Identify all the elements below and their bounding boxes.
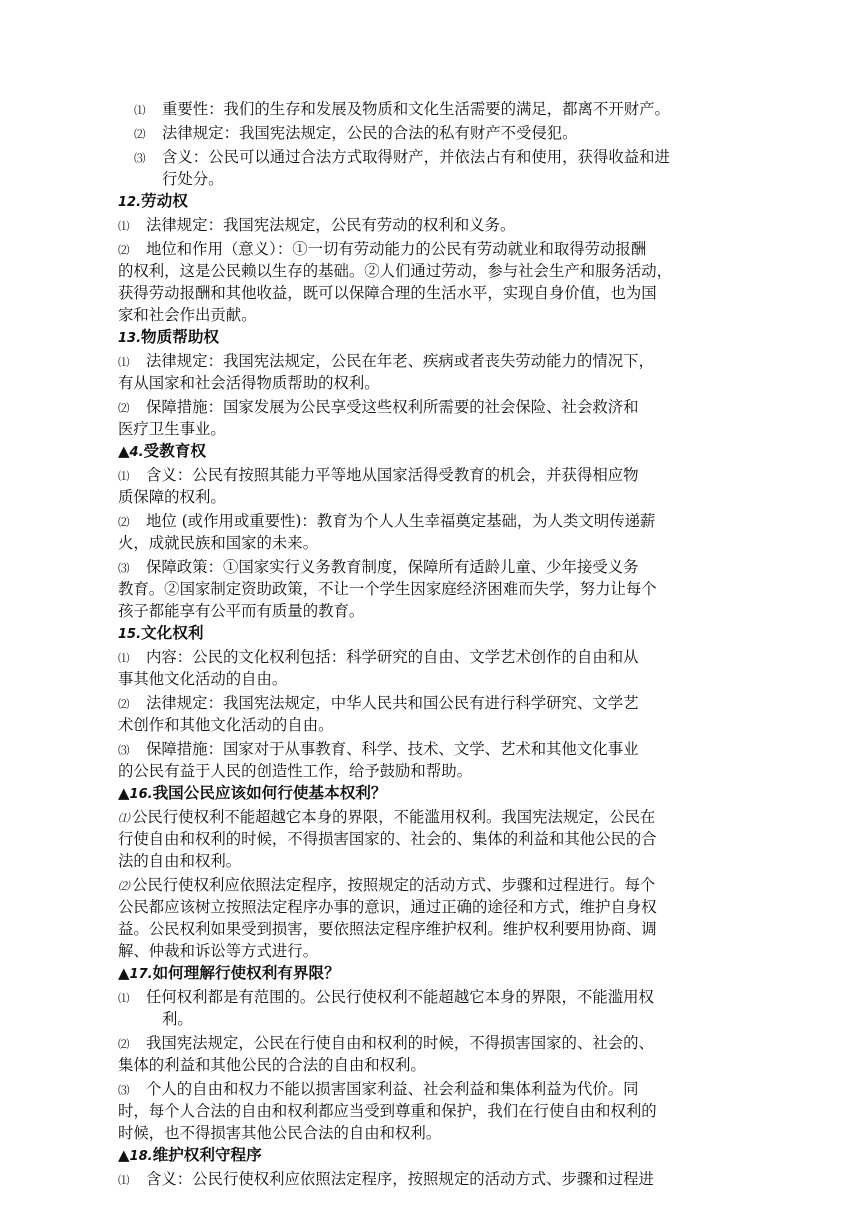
item-number: ⑴ — [118, 355, 130, 369]
item-number: ⑴ — [118, 1173, 130, 1187]
text-line: 家和社会作出贡献。 — [118, 306, 257, 324]
heading-text: 我国公民应该如何行使基本权利？ — [152, 784, 387, 802]
list-item — [118, 464, 639, 487]
heading-text: 文化权利 — [141, 624, 204, 642]
item-text: 保障措施：国家对于从事教育、科学、技术、文学、艺术和其他文化事业 — [146, 740, 639, 758]
item-text: 个人的自由和权力不能以损害国家利益、社会利益和集体利益为代价。同 — [146, 1080, 639, 1098]
list-item — [118, 874, 655, 897]
text-line: 行使自由和权利的时候，不得损害国家的、社会的、集体的利益和其他公民的合 — [118, 830, 657, 848]
text-line: 质保障的权利。 — [118, 488, 226, 506]
text-line: 有从国家和社会活得物质帮助的权利。 — [118, 374, 380, 392]
triangle-marker-icon: ▲ — [118, 964, 130, 982]
section-heading — [118, 190, 188, 214]
text-line: 公民都应该树立按照法定程序办事的意识，通过正确的途径和方式，维护自身权 — [118, 898, 657, 916]
heading-number: 15. — [118, 627, 142, 642]
text-line: 的权利，这是公民赖以生存的基础。②人们通过劳动，参与社会生产和服务活动， — [118, 262, 673, 280]
item-number: ⑵ — [118, 515, 130, 529]
heading-number: 16. — [129, 787, 153, 802]
item-text: 法律规定：我国宪法规定，公民有劳动的权利和义务。 — [146, 216, 516, 234]
list-item — [118, 646, 639, 669]
item-number: ⑴ — [118, 219, 130, 233]
list-item — [118, 1032, 654, 1055]
item-number: ⑴ — [118, 469, 130, 483]
text-line: 医疗卫生事业。 — [118, 420, 226, 438]
text-line: 利。 — [162, 1010, 193, 1028]
triangle-marker-icon: ▲ — [118, 442, 130, 460]
heading-text: 维护权利守程序 — [152, 1146, 262, 1164]
triangle-marker-icon: ▲ — [118, 784, 130, 802]
text-line: 法的自由和权利。 — [118, 852, 242, 870]
heading-number: 18. — [129, 1149, 153, 1164]
list-item — [118, 1168, 654, 1191]
list-item — [118, 350, 654, 373]
item-text: 公民行使权利不能超越它本身的界限，不能滥用权利。我国宪法规定，公民在 — [132, 808, 656, 826]
item-text: 地位 (或作用或重要性)：教育为个人人生幸福奠定基础，为人类文明传递薪 — [146, 512, 656, 530]
text-line: 解、仲裁和诉讼等方式进行。 — [118, 942, 319, 960]
section-heading — [118, 1144, 262, 1168]
item-text: 含义：公民可以通过合法方式取得财产，并依法占有和使用，获得收益和进 — [162, 148, 670, 166]
list-item — [118, 556, 639, 579]
list-item — [134, 98, 670, 121]
item-text: 任何权利都是有范围的。公民行使权利不能超越它本身的界限，不能滥用权 — [146, 988, 654, 1006]
item-text: 保障措施：国家发展为公民享受这些权利所需要的社会保险、社会救济和 — [146, 398, 639, 416]
item-number: ⑶ — [134, 151, 146, 165]
text-line: 的公民有益于人民的创造性工作，给予鼓励和帮助。 — [118, 762, 472, 780]
item-number: ⑵ — [118, 879, 130, 893]
list-item — [118, 738, 639, 761]
text-line: 术创作和其他文化活动的自由。 — [118, 716, 334, 734]
text-line: 集体的利益和其他公民的合法的自由和权利。 — [118, 1056, 426, 1074]
section-heading — [118, 326, 219, 350]
item-text: 公民行使权利应依照法定程序，按照规定的活动方式、步骤和过程进行。每个 — [132, 876, 656, 894]
text-line: 事其他文化活动的自由。 — [118, 670, 288, 688]
item-text: 内容：公民的文化权利包括：科学研究的自由、文学艺术创作的自由和从 — [146, 648, 639, 666]
item-number: ⑵ — [118, 1037, 130, 1051]
heading-number: 4. — [129, 445, 144, 460]
heading-number: 17. — [129, 967, 153, 982]
item-number: ⑴ — [118, 651, 130, 665]
text-line: 教育。②国家制定资助政策，不让一个学生因家庭经济困难而失学，努力让每个 — [118, 580, 657, 598]
heading-text: 如何理解行使权利有界限？ — [152, 964, 340, 982]
item-text: 法律规定：我国宪法规定，公民在年老、疾病或者丧失劳动能力的情况下， — [146, 352, 654, 370]
list-item — [118, 1078, 639, 1101]
list-item — [118, 986, 654, 1009]
item-text: 重要性：我们的生存和发展及物质和文化生活需要的满足，都离不开财产。 — [162, 100, 670, 118]
list-item — [118, 238, 646, 261]
list-item — [118, 396, 639, 419]
item-number: ⑶ — [118, 1083, 130, 1097]
text-line: 火，成就民族和国家的未来。 — [118, 534, 319, 552]
item-number: ⑵ — [118, 401, 130, 415]
item-text: 保障政策：①国家实行义务教育制度，保障所有适龄儿童、少年接受义务 — [146, 558, 639, 576]
item-number: ⑴ — [118, 991, 130, 1005]
section-heading — [118, 962, 340, 986]
item-text: 地位和作用（意义）：①一切有劳动能力的公民有劳动就业和取得劳动报酬 — [146, 240, 647, 258]
item-text: 法律规定：我国宪法规定，中华人民共和国公民有进行科学研究、文学艺 — [146, 694, 639, 712]
list-item — [118, 510, 655, 533]
text-line: 行处分。 — [162, 170, 224, 188]
item-number: ⑵ — [134, 127, 146, 141]
text-line: 时，每个人合法的自由和权利都应当受到尊重和保护，我们在行使自由和权利的 — [118, 1102, 657, 1120]
list-item — [134, 122, 578, 145]
item-number: ⑶ — [118, 561, 130, 575]
item-number: ⑵ — [118, 243, 130, 257]
list-item — [118, 806, 655, 829]
text-line: 时候，也不得损害其他公民合法的自由和权利。 — [118, 1124, 442, 1142]
triangle-marker-icon: ▲ — [118, 1146, 130, 1164]
list-item — [118, 692, 639, 715]
item-text: 含义：公民有按照其能力平等地从国家活得受教育的机会，并获得相应物 — [146, 466, 639, 484]
item-number: ⑴ — [134, 103, 146, 117]
item-number: ⑶ — [118, 743, 130, 757]
item-text: 我国宪法规定，公民在行使自由和权利的时候，不得损害国家的、社会的、 — [146, 1034, 654, 1052]
heading-text: 劳动权 — [141, 192, 188, 210]
text-line: 孩子都能享有公平而有质量的教育。 — [118, 602, 365, 620]
section-heading — [118, 782, 387, 806]
heading-text: 物质帮助权 — [141, 328, 220, 346]
list-item — [118, 214, 515, 237]
heading-number: 13. — [118, 331, 142, 346]
item-number: ⑴ — [118, 811, 130, 825]
item-text: 法律规定：我国宪法规定，公民的合法的私有财产不受侵犯。 — [162, 124, 578, 142]
heading-number: 12. — [118, 195, 142, 210]
heading-text: 受教育权 — [143, 442, 206, 460]
text-line: 益。公民权利如果受到损害，要依照法定程序维护权利。维护权利要用协商、调 — [118, 920, 657, 938]
section-heading — [118, 622, 203, 646]
section-heading — [118, 440, 206, 464]
item-number: ⑵ — [118, 697, 130, 711]
item-text: 含义：公民行使权利应依照法定程序，按照规定的活动方式、步骤和过程进 — [146, 1170, 654, 1188]
text-line: 获得劳动报酬和其他收益，既可以保障合理的生活水平，实现自身价值，也为国 — [118, 284, 657, 302]
list-item — [134, 146, 670, 169]
